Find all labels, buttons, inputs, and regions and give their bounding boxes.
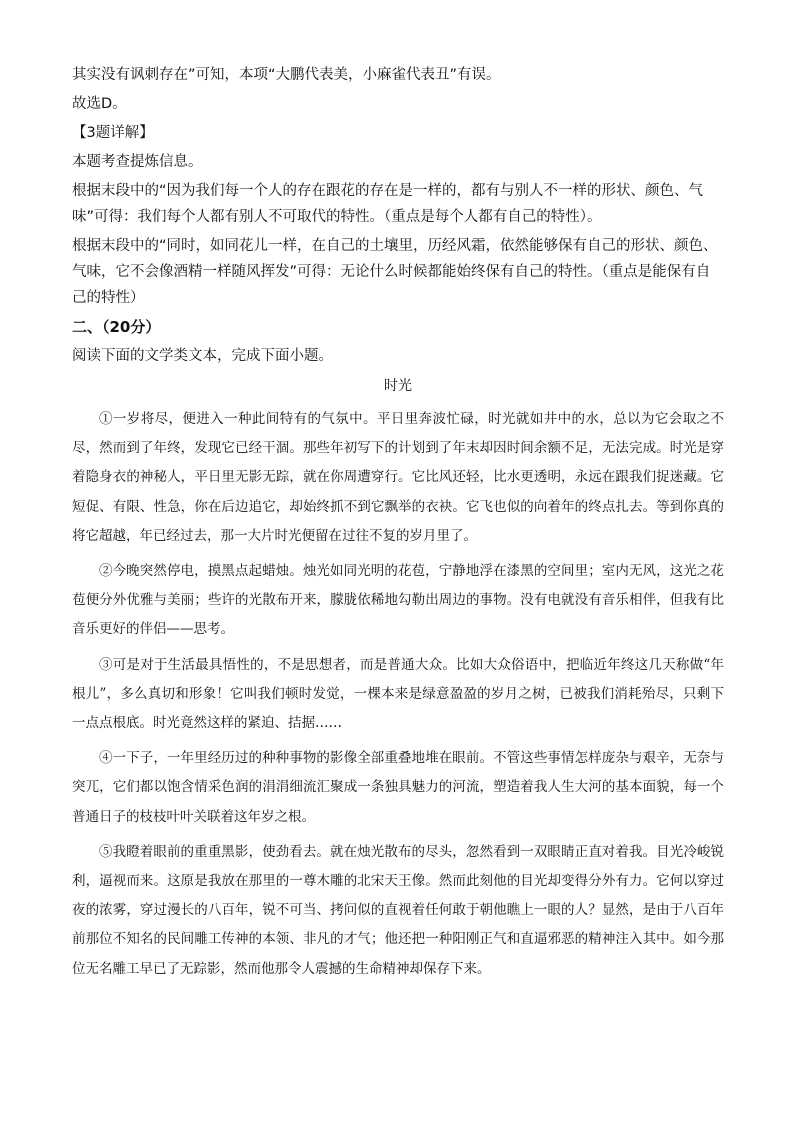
section-instruction: 阅读下面的文学类文本，完成下面小题。 xyxy=(72,348,333,364)
q3-analysis-1: 根据末段中的“因为我们每一个人的存在跟花的存在是一样的，都有与别人不一样的形状、颜色、气味”可得：我们每个人都有别人不可取代的特性。（重点是每个人都有自己的特性）。 xyxy=(72,183,704,225)
article-title: 时光 xyxy=(384,378,412,394)
article-paragraph: ⑤我瞪着眼前的重重黑影，使劲看去。就在烛光散布的尽头，忽然看到一双眼睛正直对着我。目光冷峻锐利，逼视而来。这原是我放在那里的一尊木雕的北宋天王像。然而此刻他的目光却变得分外有力。它何以穿过夜的浓雾，穿过漫长的八百年，锐不可当、拷问似的直视着任何敢于朝他瞧上一眼的人？显然，是由于八百年前那位不知名的民间雕工传神的本领、非凡的才气；他还把一种阳刚正气和直逼邪恶的精神注入其中。如今那位无名雕工早已了无踪影，然而他那令人震撼的生命精神却保存下来。 xyxy=(72,843,724,977)
answer-choice: 故选D。 xyxy=(72,96,127,112)
article-paragraph: ①一岁将尽，便进入一种此间特有的气氛中。平日里奔波忙碌，时光就如井中的水，总以为它会取之不尽，然而到了年终，发现它已经干涸。那些年初写下的计划到了年末却因时间余额不足，无法完成。时光是穿着隐身衣的神秘人，平日里无影无踪，就在你周遭穿行。它比风还轻，比水更透明，永远在跟我们捉迷藏。它短促、有限、性急，你在后边追它，却始终抓不到它飘举的衣袂。它飞也似的向着年的终点扎去。等到你真的将它超越，年已经过去，那一大片时光便留在过往不复的岁月里了。 xyxy=(72,411,724,544)
section-heading: 二、（20分） xyxy=(72,318,161,336)
answer-explanation-line: 其实没有讽刺存在”可知，本项“大鹏代表美，小麻雀代表丑”有误。 xyxy=(72,67,501,83)
article-paragraph: ②今晚突然停电，摸黑点起蜡烛。烛光如同光明的花苞，宁静地浮在漆黑的空间里；室内无风，这光之花苞便分外优雅与美丽；些许的光散布开来，朦胧依稀地勾勒出周边的事物。没有电就没有音乐相伴，但我有比音乐更好的伴侣——思考。 xyxy=(72,563,724,638)
q3-analysis-2: 根据末段中的“同时，如同花儿一样，在自己的土壤里，历经风霜，依然能够保有自己的形状、颜色、气味，它不会像酒精一样随风挥发”可得：无论什么时候都能始终保有自己的特性。（重点是能保有自己的特性） xyxy=(72,238,718,306)
q3-header: 【3题详解】 xyxy=(72,125,154,141)
document-page xyxy=(72,62,724,990)
article-paragraph: ③可是对于生活最具悟性的，不是思想者，而是普通大众。比如大众俗语中，把临近年终这几天称做“年根儿”，多么真切和形象！它叫我们顿时发觉，一棵本来是绿意盈盈的岁月之树，已被我们消耗殆尽，只剩下一点点根底。时光竟然这样的紧迫、拮据…… xyxy=(72,656,724,732)
article-paragraph: ④一下子，一年里经历过的种种事物的影像全部重叠地堆在眼前。不管这些事情怎样庞杂与艰辛，无奈与突兀，它们都以饱含情采色润的涓涓细流汇聚成一条独具魅力的河流，塑造着我人生大河的基本面貌，每一个普通日子的枝枝叶叶关联着这年岁之根。 xyxy=(72,750,724,825)
q3-intro: 本题考查提炼信息。 xyxy=(72,154,203,170)
